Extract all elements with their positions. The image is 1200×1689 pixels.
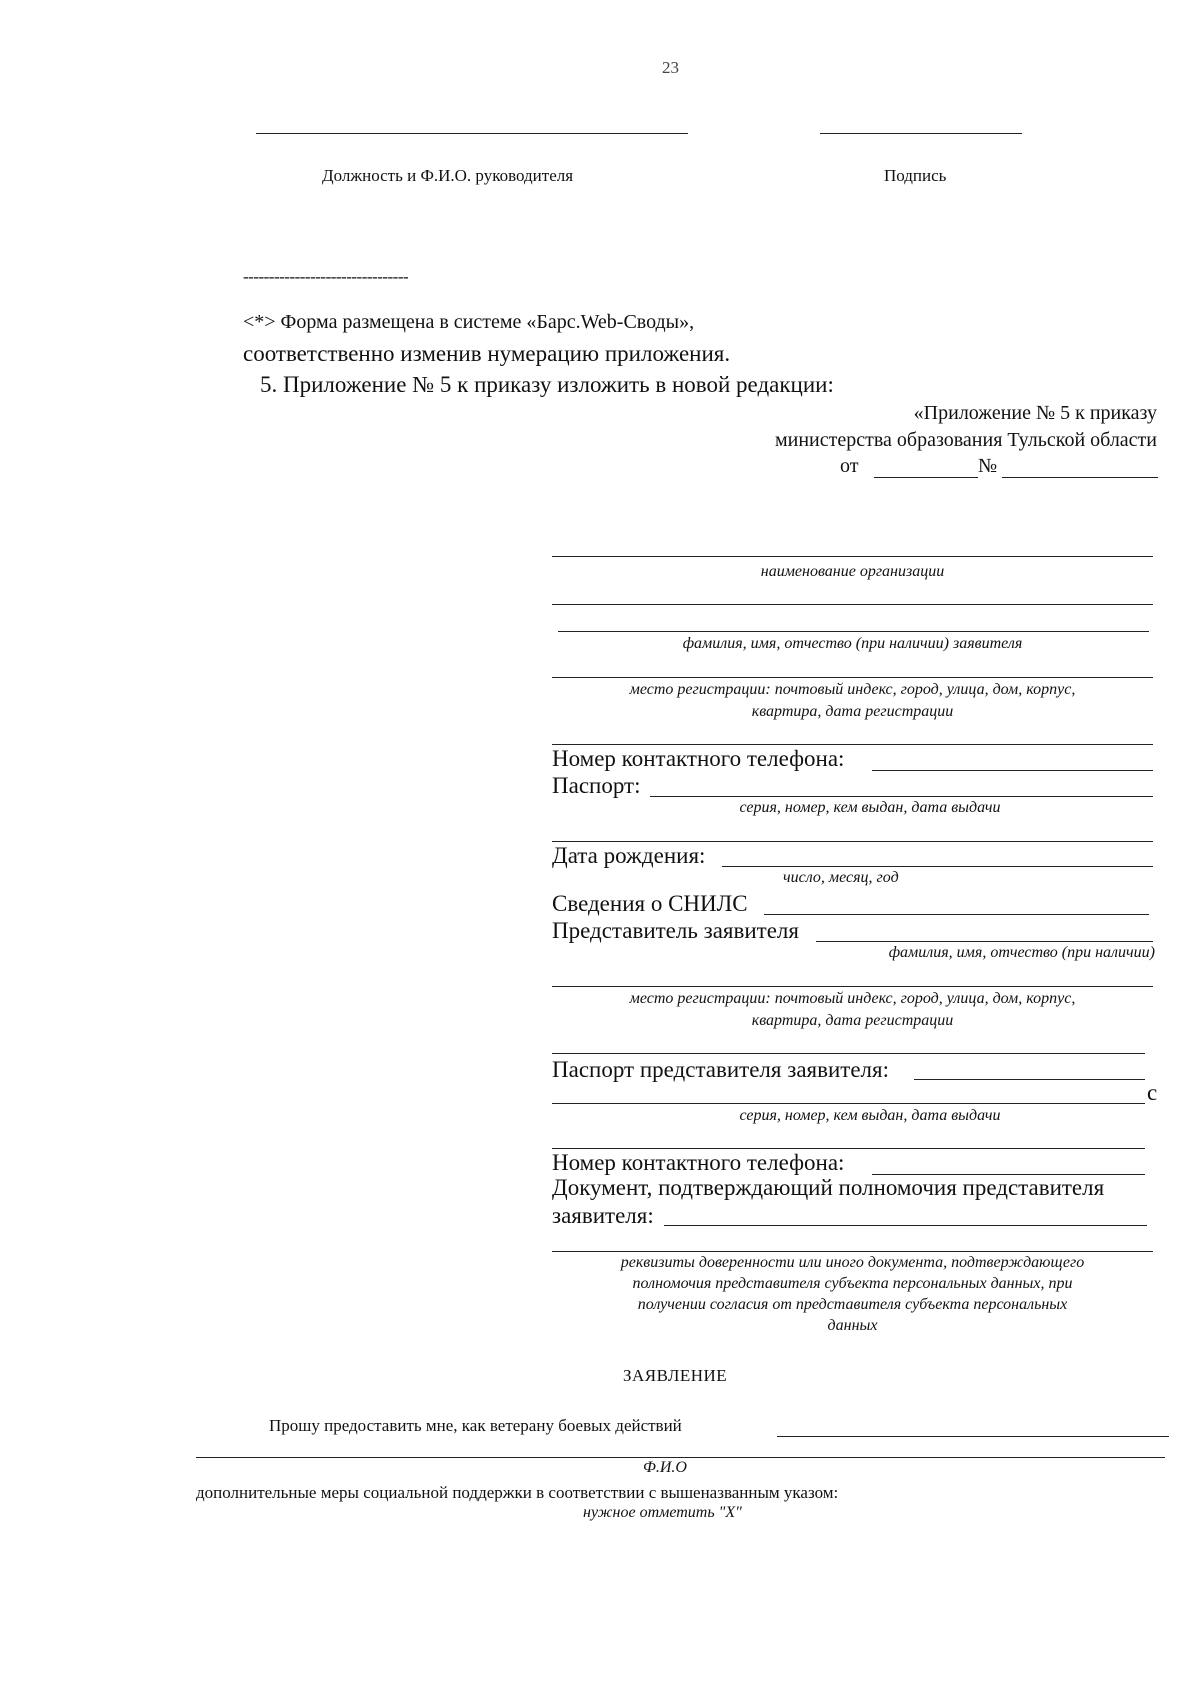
appendix-line-2: министерства образования Тульской области [774,429,1157,451]
reg-caption-1: место регистрации: почтовый индекс, город, улица, дом, корпус, [629,681,1076,698]
signature-label: Подпись [884,166,947,185]
doc-caption-2: полномочия представителя субъекта персональных данных, при [632,1275,1073,1292]
rep-label: Представитель заявителя [552,918,799,943]
org-line [552,556,1153,557]
appendix-line-1: «Приложение № 5 к приказу [913,402,1157,424]
reg-line-2 [552,744,1153,745]
reg-caption-2: квартира, дата регистрации [751,703,954,720]
rep-reg-line [552,986,1153,987]
org-caption: наименование организации [760,563,945,580]
signature-line [820,133,1022,134]
passport-caption: серия, номер, кем выдан, дата выдачи [739,799,1001,816]
rep-passport-line-2 [552,1103,1145,1104]
rep-passport-caption: серия, номер, кем выдан, дата выдачи [739,1107,1001,1124]
rep-caption: фамилия, имя, отчество (при наличии) [888,944,1155,961]
birth-caption: число, месяц, год [783,869,899,886]
doc-label-2: заявителя: [552,1203,654,1228]
org-line-2 [552,604,1153,605]
phone-line [872,770,1153,771]
birth-label: Дата рождения: [552,843,706,868]
rep-passport-label: Паспорт представителя заявителя: [552,1057,889,1082]
snils-line [764,914,1149,915]
passport-label: Паспорт: [552,773,641,798]
rep-passport-line [914,1079,1145,1080]
appendix-date-line [874,477,978,478]
rep-reg-line-2 [552,1053,1145,1054]
statement-mark-caption: нужное отметить "X" [583,1504,742,1521]
phone-label: Номер контактного телефона: [552,746,845,771]
rep-reg-caption-2: квартира, дата регистрации [751,1012,954,1029]
doc-line [664,1225,1147,1226]
doc-line-2 [552,1251,1153,1252]
fio-line [558,631,1149,632]
snils-label: Сведения о СНИЛС [552,891,748,916]
rep-passport-line-3 [552,1148,1145,1149]
statement-measures: дополнительные меры социальной поддержки в соответствии с вышеназванным указом: [196,1483,839,1502]
footnote-text: <*> Форма размещена в системе «Барс.Web-Своды», [243,311,695,333]
body-line-1: соответственно изменив нумерацию приложения. [243,341,731,366]
doc-label-1: Документ, подтверждающий полномочия представителя [552,1175,1105,1200]
doc-caption-4: данных [827,1317,878,1334]
appendix-from-label: от [840,455,859,477]
rep-reg-caption-1: место регистрации: почтовый индекс, город, улица, дом, корпус, [629,990,1076,1007]
position-label: Должность и Ф.И.О. руководителя [322,166,574,185]
statement-title: ЗАЯВЛЕНИЕ [623,1366,728,1385]
doc-caption-1: реквизиты доверенности или иного документа, подтверждающего [620,1254,1085,1271]
reg-line [552,677,1153,678]
body-line-2: 5. Приложение № 5 к приказу изложить в новой редакции: [260,372,834,397]
appendix-number-line [1002,477,1158,478]
birth-line [722,866,1153,867]
request-line [777,1436,1169,1437]
statement-request: Прошу предоставить мне, как ветерану боевых действий [269,1416,682,1435]
footnote-separator: -------------------------------- [243,267,409,286]
fio-caption: фамилия, имя, отчество (при наличии) заявителя [682,635,1023,652]
rep-line [816,941,1153,942]
position-line [256,133,688,134]
fio-full-line [196,1457,1165,1458]
statement-fio-caption: Ф.И.О [643,1459,687,1476]
appendix-number-label: № [978,455,998,477]
rep-phone-label: Номер контактного телефона: [552,1150,845,1175]
passport-line-2 [552,841,1153,842]
passport-line [650,796,1153,797]
doc-caption-3: получении согласия от представителя субъекта персональных [637,1296,1068,1313]
rep-passport-suffix: с [1147,1080,1158,1105]
page-number: 23 [662,58,679,77]
